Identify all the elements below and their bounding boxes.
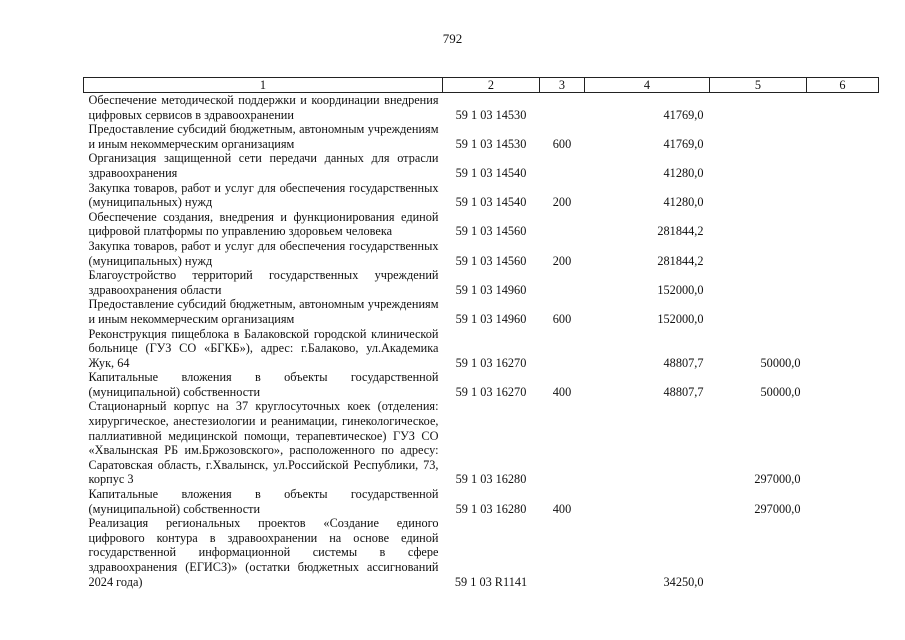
row-amount-6 — [807, 370, 879, 399]
header-col-1: 1 — [84, 78, 443, 93]
table-row — [84, 327, 879, 371]
row-amount-4: 41769,0 — [663, 107, 704, 122]
header-col-5: 5 — [710, 78, 807, 93]
row-amount-6 — [807, 487, 879, 516]
row-amount-6 — [807, 327, 879, 371]
row-name: Реконструкция пищеблока в Балаковской городской клинической больнице (ГУЗ СО «БГКБ»), адрес: г.Балаково, ул.Академика Жук, 64 — [88, 326, 439, 370]
table-header — [84, 78, 879, 93]
row-expense-type — [540, 210, 585, 239]
row-amount-4: 152000,0 — [657, 282, 704, 297]
row-expense-type: 200 — [552, 195, 572, 210]
table-row — [84, 516, 879, 589]
table-row — [84, 487, 879, 516]
row-amount-6 — [807, 181, 879, 210]
row-amount-5 — [710, 210, 807, 239]
row-name: Предоставление субсидий бюджетным, автономным учреждениям и иным некоммерческим организациям — [88, 297, 439, 326]
row-amount-5 — [710, 297, 807, 326]
table-row — [84, 181, 879, 210]
header-col-3: 3 — [540, 78, 585, 93]
row-amount-4: 34250,0 — [663, 574, 704, 589]
table-row — [84, 297, 879, 326]
row-code: 59 1 03 14540 — [455, 195, 527, 210]
row-amount-5 — [710, 239, 807, 268]
row-expense-type — [540, 93, 585, 123]
row-code: 59 1 03 16270 — [455, 384, 527, 399]
row-name: Обеспечение создания, внедрения и функционирования единой цифровой платформы по управлению здоровьем человека — [88, 209, 439, 239]
table-row — [84, 370, 879, 399]
row-expense-type: 400 — [552, 501, 572, 516]
row-code: 59 1 03 14540 — [455, 165, 527, 180]
row-amount-4: 152000,0 — [657, 311, 704, 326]
row-name: Закупка товаров, работ и услуг для обеспечения государственных (муниципальных) нужд — [88, 238, 439, 268]
row-expense-type: 400 — [552, 384, 572, 399]
table-row — [84, 399, 879, 487]
row-code: 59 1 03 16280 — [455, 501, 527, 516]
row-amount-5 — [710, 268, 807, 297]
row-name: Реализация региональных проектов «Создание единого цифрового контура в здравоохранении на основе единой государственной информационной системы в сфере здравоохранения (ЕГИСЗ)» (остатки бюджетных ассигнований 2024 года) — [88, 516, 439, 589]
row-expense-type: 600 — [552, 311, 572, 326]
row-expense-type — [540, 327, 585, 371]
row-amount-6 — [807, 516, 879, 589]
table-body — [84, 93, 879, 590]
row-amount-4: 48807,7 — [663, 355, 704, 370]
page-number: 792 — [442, 31, 463, 46]
row-amount-4: 281844,2 — [657, 253, 704, 268]
row-code: 59 1 03 14960 — [455, 282, 527, 297]
table-row — [84, 151, 879, 180]
row-name: Капитальные вложения в объекты государственной (муниципальной) собственности — [88, 370, 439, 399]
row-name: Организация защищенной сети передачи данных для отрасли здравоохранения — [88, 151, 439, 180]
row-amount-5: 297000,0 — [754, 472, 801, 487]
row-amount-6 — [807, 151, 879, 180]
row-name: Стационарный корпус на 37 круглосуточных коек (отделения: хирургическое, анестезиологии и реанимации, гинекологическое, паллиативной медицинской помощи, терапевтическое) ГУЗ СО «Хвалынская РБ им.Бржозовского», расположенного по адресу: Саратовская область, г.Хвалынск, ул.Российской Республики, 73, корпус 3 — [88, 399, 439, 487]
row-amount-4 — [585, 399, 710, 487]
row-amount-5: 50000,0 — [760, 355, 801, 370]
row-code: 59 1 03 14560 — [455, 253, 527, 268]
row-name: Обеспечение методической поддержки и координации внедрения цифровых сервисов в здравоохранении — [88, 93, 439, 122]
row-expense-type: 600 — [552, 136, 572, 151]
row-code: 59 1 03 16270 — [455, 355, 527, 370]
row-expense-type: 200 — [552, 253, 572, 268]
table-row — [84, 268, 879, 297]
row-amount-6 — [807, 239, 879, 268]
row-amount-6 — [807, 297, 879, 326]
table-row — [84, 239, 879, 268]
row-amount-4: 41769,0 — [663, 136, 704, 151]
row-amount-6 — [807, 399, 879, 487]
row-amount-4 — [585, 487, 710, 516]
row-code: 59 1 03 14530 — [455, 107, 527, 122]
row-code: 59 1 03 14530 — [455, 136, 527, 151]
row-amount-5: 297000,0 — [754, 501, 801, 516]
row-name: Капитальные вложения в объекты государственной (муниципальной) собственности — [88, 487, 439, 516]
table-row — [84, 122, 879, 151]
row-amount-4: 41280,0 — [663, 165, 704, 180]
row-expense-type — [540, 151, 585, 180]
row-amount-6 — [807, 122, 879, 151]
header-col-4: 4 — [585, 78, 710, 93]
row-expense-type — [540, 268, 585, 297]
row-expense-type — [540, 516, 585, 589]
row-amount-6 — [807, 268, 879, 297]
table-row — [84, 210, 879, 239]
row-amount-5: 50000,0 — [760, 384, 801, 399]
row-amount-5 — [710, 151, 807, 180]
row-code: 59 1 03 R1141 — [454, 574, 528, 589]
row-name: Закупка товаров, работ и услуг для обеспечения государственных (муниципальных) нужд — [88, 180, 439, 210]
row-name: Предоставление субсидий бюджетным, автономным учреждениям и иным некоммерческим организациям — [88, 122, 439, 151]
row-amount-6 — [807, 93, 879, 123]
row-name: Благоустройство территорий государственных учреждений здравоохранения области — [88, 268, 439, 297]
row-amount-4: 48807,7 — [663, 384, 704, 399]
row-amount-6 — [807, 210, 879, 239]
row-code: 59 1 03 14960 — [455, 311, 527, 326]
row-amount-5 — [710, 122, 807, 151]
header-col-6: 6 — [807, 78, 879, 93]
budget-table — [83, 77, 879, 589]
row-amount-5 — [710, 181, 807, 210]
row-amount-5 — [710, 516, 807, 589]
table-row — [84, 93, 879, 123]
row-code: 59 1 03 16280 — [455, 472, 527, 487]
row-expense-type — [540, 399, 585, 487]
header-col-2: 2 — [443, 78, 540, 93]
row-amount-4: 281844,2 — [657, 224, 704, 239]
row-amount-4: 41280,0 — [663, 195, 704, 210]
row-code: 59 1 03 14560 — [455, 224, 527, 239]
row-amount-5 — [710, 93, 807, 123]
header-row — [84, 78, 879, 93]
